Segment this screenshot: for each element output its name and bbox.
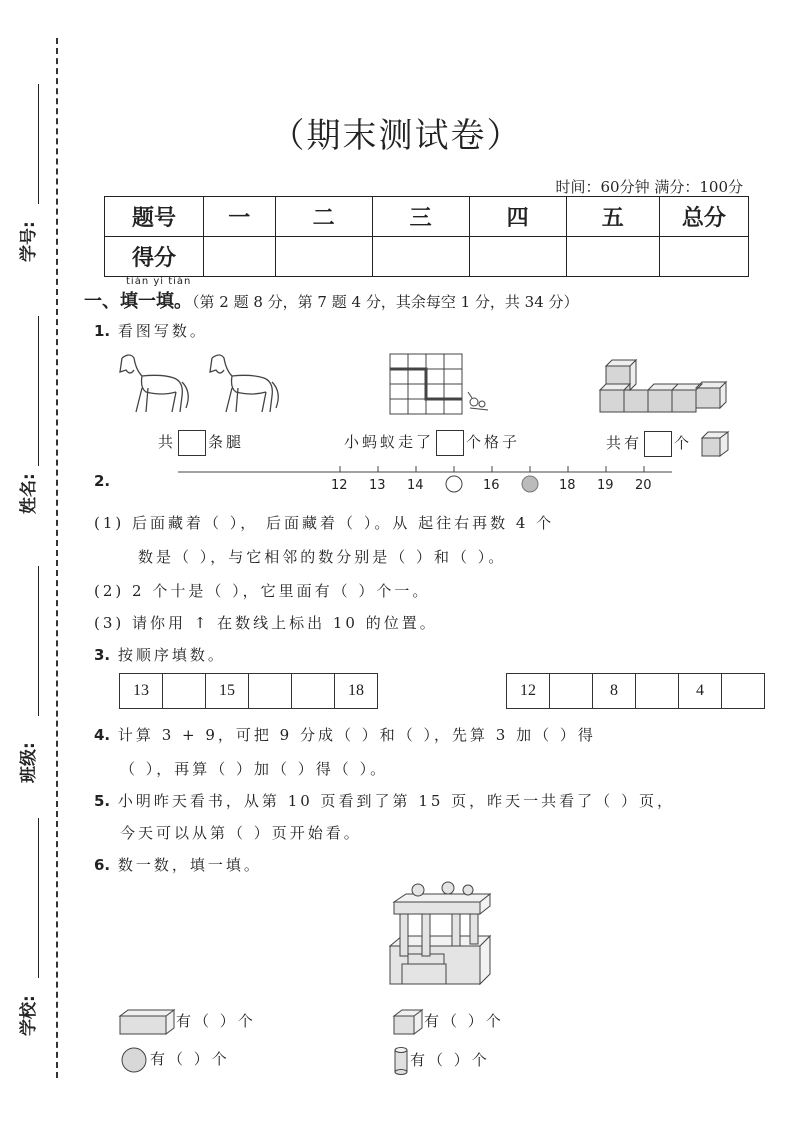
q2-num: 2.: [94, 472, 111, 490]
q1-text: 看图写数。: [117, 322, 208, 340]
q3-sequence-1: [119, 673, 378, 709]
q1-answer-box-3[interactable]: [644, 431, 672, 457]
score-cell[interactable]: [372, 237, 469, 277]
section-pinyin: tián yì tián: [126, 276, 192, 287]
side-label-banji: 班级:: [19, 742, 39, 783]
seq-cell: 18: [348, 682, 364, 699]
sphere-icon: [118, 1046, 150, 1074]
score-table: [104, 196, 749, 277]
q1-answer-box-2[interactable]: [436, 430, 464, 456]
score-header-cell: 五: [566, 197, 659, 237]
q4-line2: （ ），再算（ ）加（ ）得（ ）。: [120, 760, 389, 778]
seq-cell: 12: [507, 674, 550, 708]
q1-cap1-a: 共: [158, 433, 177, 451]
q3-text: 按顺序填数。: [117, 646, 226, 664]
seq-cell: 4: [679, 674, 722, 708]
tick-label: 14: [407, 478, 424, 493]
q4-text1: 计算 3 + 9，可把 9 分成（ ）和（ ），先算 3 加（ ）得: [117, 726, 596, 744]
q6-sphere-text: 有（ ）个: [150, 1050, 230, 1068]
score-header-cell: 一: [203, 197, 275, 237]
cuboid-icon: [118, 1008, 176, 1036]
q2-part1-line2: 数是（ ），与它相邻的数分别是（ ）和（ ）。: [138, 548, 507, 566]
q6-sphere-row: [118, 1046, 230, 1074]
seq-cell: 15: [206, 674, 249, 708]
score-cell[interactable]: [275, 237, 372, 277]
q4-line1: [94, 724, 596, 745]
q1-number: 1.: [94, 322, 111, 340]
score-cell[interactable]: [203, 237, 275, 277]
score-cell[interactable]: [566, 237, 659, 277]
q1-cap2-a: 小蚂蚁走了: [344, 433, 435, 451]
score-header-cell: 三: [372, 197, 469, 237]
q5-line2: 今天可以从第（ ）页开始看。: [120, 824, 362, 842]
cube-icon: [700, 430, 730, 458]
q5-text1: 小明昨天看书，从第 10 页看到了第 15 页，昨天一共看了（ ）页，: [117, 792, 675, 810]
q5-line1: [94, 790, 675, 811]
score-cell[interactable]: [659, 237, 748, 277]
binding-dashed-line: [56, 38, 58, 1078]
side-label-xuehao: 学号:: [19, 221, 39, 262]
q1-caption-3: [606, 430, 730, 458]
side-label-xuexiao: 学校:: [19, 995, 39, 1036]
q5-number: 5.: [94, 792, 111, 810]
tick-label: 12: [331, 478, 348, 493]
q6-cylinder-row: [392, 1046, 490, 1076]
q2-part3: (3) 请你用 ↑ 在数线上标出 10 的位置。: [94, 614, 438, 632]
q6-text: 数一数，填一填。: [117, 856, 262, 874]
ball-icon: [522, 476, 538, 492]
side-rule-xingming: [38, 316, 39, 466]
blocks-structure-image: [386, 880, 496, 990]
seq-cell[interactable]: [163, 674, 206, 708]
grid-path-image: [388, 352, 496, 418]
tick-label: 20: [635, 478, 652, 493]
apple-icon: [446, 476, 462, 492]
seq-cell[interactable]: [550, 674, 593, 708]
q2-part2: (2) 2 个十是（ ），它里面有（ ）个一。: [94, 582, 431, 600]
q6-cuboid-row: [118, 1008, 256, 1036]
q3-sequence-2: [506, 673, 765, 709]
q1-cap1-b: 条腿: [208, 433, 245, 451]
score-header-cell: 总分: [659, 197, 748, 237]
cube-icon: [392, 1008, 424, 1036]
tick-label: 18: [559, 478, 576, 493]
q3-line: [94, 644, 226, 665]
tick-label: 13: [369, 478, 386, 493]
section-title: [84, 287, 579, 313]
q1-cap3-a: 共有: [606, 434, 643, 452]
seq-cell[interactable]: [636, 674, 679, 708]
page-title: （期末测试卷）: [270, 116, 523, 156]
seq-cell[interactable]: [292, 674, 335, 708]
seq-cell: 8: [593, 674, 636, 708]
q6-line: [94, 854, 262, 875]
tick-label: 19: [597, 478, 614, 493]
q4-number: 4.: [94, 726, 111, 744]
horse-image: [112, 348, 287, 416]
cubes-image: [596, 354, 736, 416]
q1-caption-2: [344, 430, 520, 456]
q6-cube-text: 有（ ）个: [424, 1012, 504, 1030]
q6-number: 6.: [94, 856, 111, 874]
q3-number: 3.: [94, 646, 111, 664]
score-header-cell: 二: [275, 197, 372, 237]
seq-cell: 13: [120, 674, 163, 708]
q1-cap3-b: 个: [674, 434, 693, 452]
seq-cell[interactable]: [249, 674, 292, 708]
score-cell[interactable]: [469, 237, 566, 277]
time-info: 时间：60分钟 满分：100分: [555, 178, 743, 196]
side-rule-xuexiao: [38, 818, 39, 978]
cylinder-icon: [392, 1046, 410, 1076]
q6-cuboid-text: 有（ ）个: [176, 1012, 256, 1030]
seq-cell[interactable]: [722, 674, 764, 708]
q6-cube-row: [392, 1008, 504, 1036]
score-row-label: 得分: [105, 237, 204, 277]
q2-number: [94, 472, 110, 490]
q2-part1-line1: (1) 后面藏着（ ）， 后面藏着（ ）。从 起往右再数 4 个: [94, 514, 555, 532]
q1-line: [94, 320, 208, 341]
side-label-xingming: 姓名:: [19, 473, 39, 514]
tick-label: 16: [483, 478, 500, 493]
score-header-cell: 题号: [105, 197, 204, 237]
q6-cylinder-text: 有（ ）个: [410, 1051, 490, 1069]
section-note: （第 2 题 8 分，第 7 题 4 分，其余每空 1 分，共 34 分）: [192, 293, 579, 311]
section-title-text: 一、填一填。: [84, 291, 192, 312]
q1-answer-box-1[interactable]: [178, 430, 206, 456]
score-header-cell: 四: [469, 197, 566, 237]
q1-caption-1: [158, 430, 244, 456]
q1-cap2-b: 个格子: [466, 433, 521, 451]
side-rule-banji: [38, 566, 39, 716]
